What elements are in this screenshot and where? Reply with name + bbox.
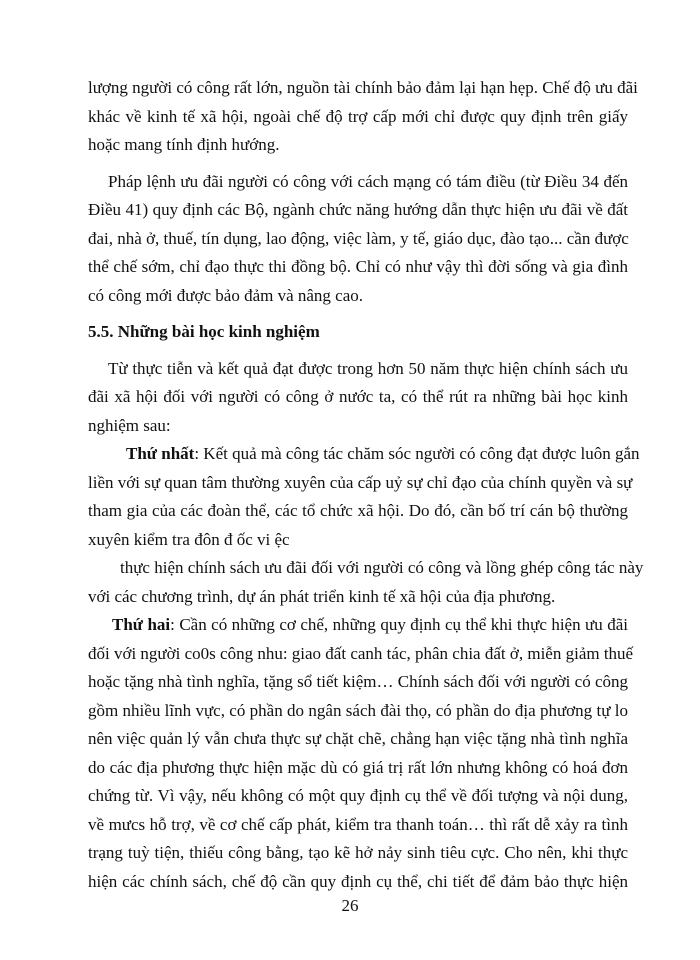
text-line: gồm nhiều lĩnh vực, có phần do ngân sách đài thọ, có phần do địa phương tự lo [88, 700, 628, 720]
section-heading: 5.5. Những bài học kinh nghiệm [88, 322, 320, 341]
text-line: xuyên kiểm tra đôn đ ốc vi ệc [88, 529, 290, 549]
text-line: đai, nhà ở, thuế, tín dụng, lao động, việc làm, y tế, giáo dục, đào tạo... cần được [88, 228, 629, 248]
text-line: Điều 41) quy định các Bộ, ngành chức năng hướng dẫn thực hiện ưu đãi về đất [88, 200, 628, 219]
text-line: về mưcs hỗ trợ, về cơ chế cấp phát, kiểm tra thanh toán… thì rất dễ xảy ra tình [88, 814, 628, 834]
lesson-2-first-line: : Cần có những cơ chế, những quy định cụ thể khi thực hiện ưu đãi [170, 615, 628, 634]
text-line: đối với người co0s công nhu: giao đất canh tác, phân chia đất ở, miễn giảm thuế [88, 643, 634, 663]
lesson-2 [88, 611, 634, 896]
text-line [88, 611, 628, 640]
text-line: trạng tuỳ tiện, thiếu công bằng, tạo kẽ hở nảy sinh tiêu cực. Cho nên, khi thực [88, 843, 628, 862]
text-line: Pháp lệnh ưu đãi người có công với cách mạng có tám điều (từ Điều 34 đến [108, 171, 628, 191]
text-line: tham gia của các đoàn thể, các tổ chức xã hội. Do đó, cần bố trí cán bộ thường [88, 501, 628, 520]
lesson-1 [88, 440, 644, 611]
text-line: chứng từ. Vì vậy, nếu không có một quy định cụ thể về đối tượng và nội dung, [88, 786, 628, 805]
text-line: Từ thực tiễn và kết quả đạt được trong hơn 50 năm thực hiện chính sách ưu [108, 358, 628, 378]
paragraph-1 [88, 74, 638, 160]
paragraph-2 [88, 168, 628, 311]
text-line: nghiệm sau: [88, 415, 171, 435]
text-line: hoặc mang tính định hướng. [88, 135, 280, 154]
text-line: thể chế sớm, chỉ đạo thực thi đồng bộ. Chỉ có như vậy thì đời sống và gia đình [88, 257, 628, 276]
text-line: với các chương trình, dự án phát triển kinh tế xã hội của địa phương. [88, 586, 556, 606]
text-line [88, 440, 640, 469]
body-text [88, 74, 644, 896]
paragraph-3 [88, 355, 628, 441]
text-line: liền với sự quan tâm thường xuyên của cấp uỷ sự chỉ đạo của chính quyền và sự [88, 472, 633, 492]
text-line: hoặc tặng nhà tình nghĩa, tặng sổ tiết kiệm… Chính sách đối với người có công [88, 672, 628, 691]
text-line: do các địa phương thực hiện mặc dù có giá trị rất lớn nhưng không có hoá đơn [88, 757, 628, 777]
lesson-1-first-line: : Kết quả mà công tác chăm sóc người có công đạt được luôn gắn [194, 444, 640, 463]
text-line: lượng người có công rất lớn, nguồn tài chính bảo đảm lại hạn hẹp. Chế độ ưu đãi [88, 78, 638, 97]
text-line: đãi xã hội đối với người có công ở nước ta, có thể rút ra những bài học kinh [88, 387, 628, 406]
text-line: nên việc quản lý vẫn chưa thực sự chặt chẽ, chẳng hạn việc tặng nhà tình nghĩa [88, 729, 628, 748]
page-number: 26 [341, 896, 359, 915]
text-line: thực hiện chính sách ưu đãi đối với người có công và lồng ghép công tác này [120, 558, 644, 577]
text-line: khác về kinh tế xã hội, ngoài chế độ trợ cấp mới chỉ được quy định trên giấy [88, 106, 628, 126]
lesson-1-lead: Thứ nhất [126, 444, 195, 463]
lesson-2-lead: Thứ hai [112, 615, 171, 634]
text-line: hiện các chính sách, chế độ cần quy định cụ thể, chi tiết để đảm bảo thực hiện [88, 871, 628, 891]
text-line: có công mới được bảo đảm và nâng cao. [88, 285, 364, 305]
